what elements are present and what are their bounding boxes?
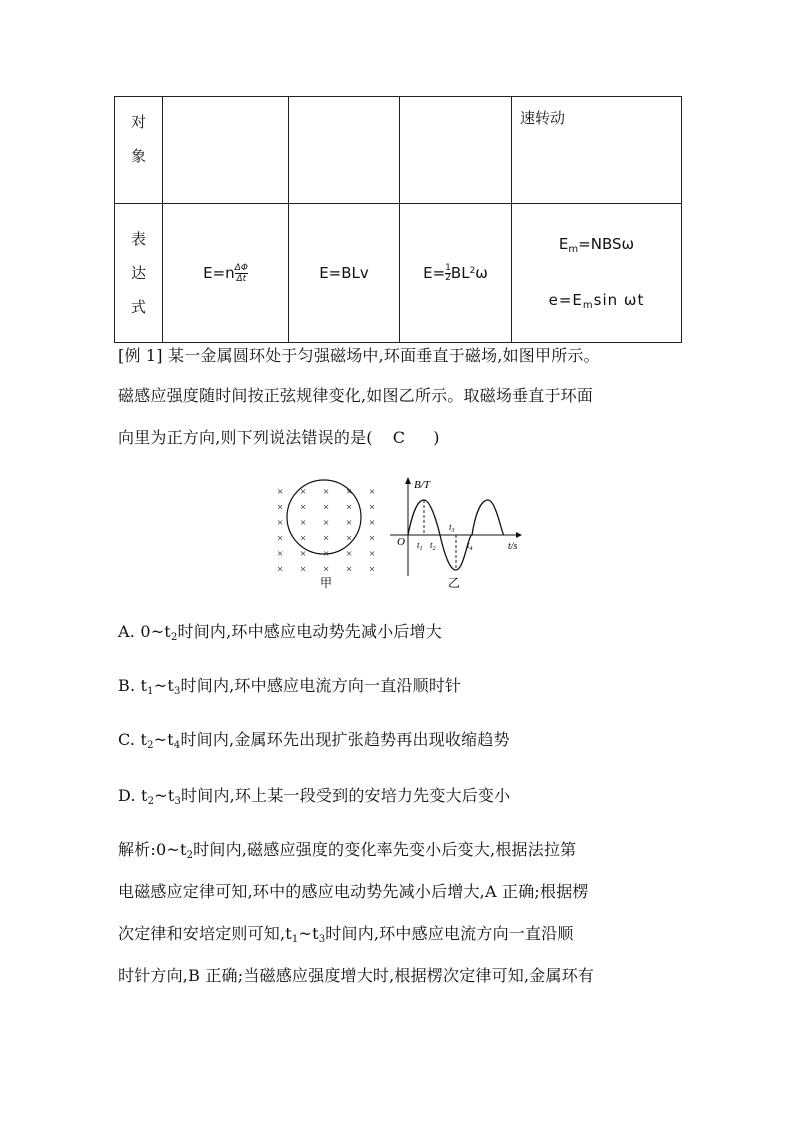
analysis-line-2: 电磁感应定律可知,环中的感应电动势先减小后增大,A 正确;根据楞 xyxy=(118,882,589,901)
field-cross: × xyxy=(346,563,353,576)
table-cell-rotation: 速转动 xyxy=(512,97,682,204)
example-line-3: 向里为正方向,则下列说法错误的是( C ) xyxy=(118,428,440,447)
option-a: A. $0\sim t_2$时间内,环中感应电动势先减小后增大 xyxy=(118,622,443,643)
option-d: D. $t_2\sim t_3$时间内,环上某一段受到的安培力先变大后变小 xyxy=(118,786,511,807)
field-cross: × xyxy=(300,548,307,560)
table-cell-empty xyxy=(400,97,512,204)
field-cross: × xyxy=(346,532,353,545)
field-cross: × xyxy=(277,517,284,529)
field-cross: × xyxy=(369,563,376,576)
field-cross: × xyxy=(346,517,353,529)
tick-t1: $t_1$ xyxy=(417,540,423,552)
row-label-object: 对 象 xyxy=(115,97,163,204)
field-cross: × xyxy=(323,563,330,576)
field-cross: × xyxy=(300,563,307,576)
b-t-graph xyxy=(390,477,522,590)
tick-t2: $t_2$ xyxy=(430,540,436,552)
formula-instant-emf: $e=E_m\sin$ ωt xyxy=(548,291,645,311)
field-cross: × xyxy=(346,501,353,514)
field-cross: × xyxy=(300,532,307,545)
formula-rotating-rod: E= $\frac{1}{2}$ $BL^2\omega$ xyxy=(400,204,512,343)
field-cross: × xyxy=(277,548,284,560)
table-cell-empty xyxy=(289,97,400,204)
caption-yi: 乙 xyxy=(448,576,461,590)
analysis-line-4: 时针方向,B 正确;当磁感应强度增大时,根据楞次定律可知,金属环有 xyxy=(118,966,595,985)
analysis-line-1: 解析$:0\sim t_2$时间内,磁感应强度的变化率先变小后变大,根据法拉第 xyxy=(118,840,577,861)
table-cell-empty xyxy=(163,97,289,204)
formula-faraday: E=n $\frac{\Delta\Phi}{\Delta t}$ xyxy=(163,204,289,343)
example-line-2: 磁感应强度随时间按正弦规律变化,如图乙所示。取磁场垂直于环面 xyxy=(118,386,594,405)
formula-rotating-coil xyxy=(512,204,682,343)
tick-t3: $t_3$ xyxy=(449,522,455,534)
field-cross: × xyxy=(369,548,376,560)
field-cross: × xyxy=(323,548,330,560)
formula-motional-emf: E=BLv xyxy=(289,204,400,343)
option-b: B. $t_1\sim t_3$时间内,环中感应电流方向一直沿顺时针 xyxy=(118,676,462,697)
field-cross: × xyxy=(323,486,330,498)
tick-t4: $t_4$ xyxy=(467,540,473,552)
field-cross: × xyxy=(277,563,284,576)
x-axis-label: t/s xyxy=(508,541,518,552)
table-row-object xyxy=(115,97,682,204)
analysis-line-3: 次定律和安培定则可知$,t_1\sim t_3$时间内,环中感应电流方向一直沿顺 xyxy=(118,924,574,945)
answer-choice: C xyxy=(392,428,406,447)
field-cross: × xyxy=(323,501,330,514)
field-cross: × xyxy=(323,532,330,545)
field-cross: × xyxy=(277,532,284,545)
field-cross: × xyxy=(277,486,284,498)
example-line-1: [例 1] 某一金属圆环处于匀强磁场中,环面垂直于磁场,如图甲所示。 xyxy=(118,346,600,365)
caption-jia: 甲 xyxy=(320,576,333,590)
table-row-expression xyxy=(115,204,682,343)
field-cross: × xyxy=(369,532,376,545)
physics-figure xyxy=(268,474,528,598)
field-cross: × xyxy=(346,486,353,498)
field-cross: × xyxy=(300,486,307,498)
field-cross: × xyxy=(300,517,307,529)
field-cross: × xyxy=(300,501,307,514)
x-axis-arrow xyxy=(516,532,522,538)
formula-table xyxy=(114,96,682,343)
formula-max-emf: $E_m=NBS\omega$ xyxy=(558,235,635,255)
y-axis-arrow xyxy=(405,477,411,484)
y-axis-label: B/T xyxy=(414,479,430,491)
field-cross: × xyxy=(323,517,330,529)
field-cross: × xyxy=(369,486,376,498)
origin-label: O xyxy=(397,536,405,548)
field-cross: × xyxy=(277,501,284,514)
field-cross: × xyxy=(346,548,353,560)
field-cross: × xyxy=(369,517,376,529)
row-label-expression: 表 达 式 xyxy=(115,204,163,343)
field-cross: × xyxy=(369,501,376,514)
option-c: C. $t_2\sim t_4$时间内,金属环先出现扩张趋势再出现收缩趋势 xyxy=(118,730,510,751)
